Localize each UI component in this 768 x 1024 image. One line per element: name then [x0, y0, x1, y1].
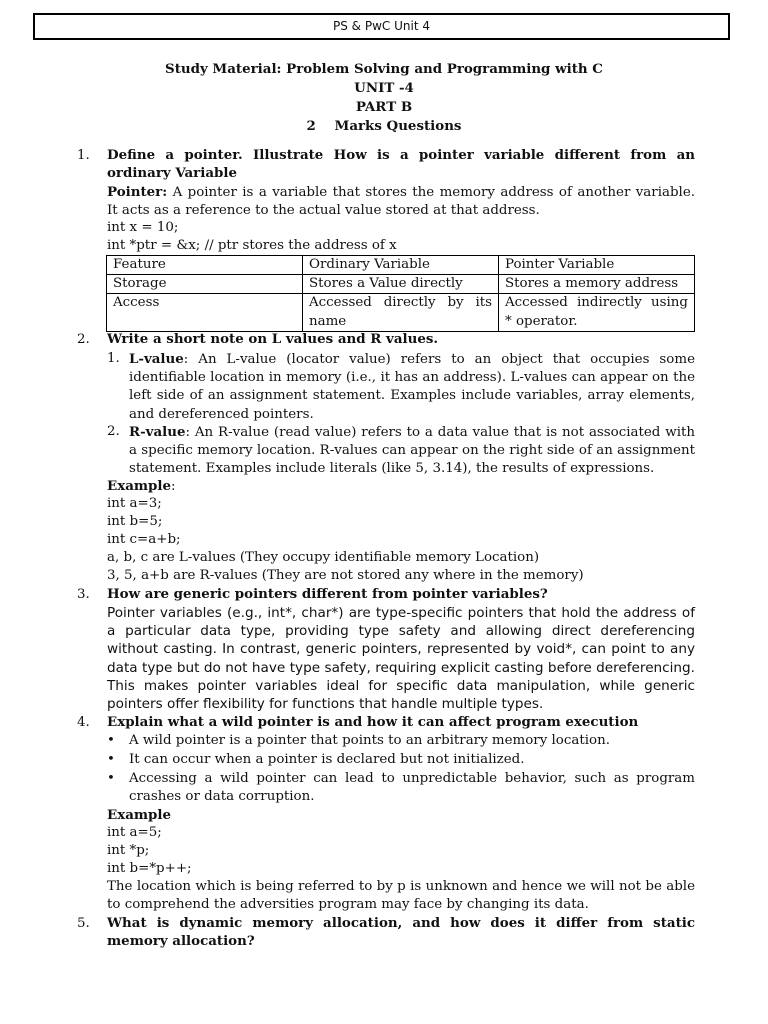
bullet-icon: •	[107, 752, 115, 767]
q2-line: int c=a+b;	[107, 532, 181, 547]
lvalue-term: L-value	[129, 351, 184, 367]
q5-number: 5.	[77, 916, 90, 931]
q1-answer	[107, 183, 695, 220]
comparison-table	[106, 255, 695, 332]
table-cell: Ordinary Variable	[303, 256, 499, 275]
table-row	[107, 275, 695, 294]
table-cell: Pointer Variable	[499, 256, 695, 275]
table-cell: Feature	[107, 256, 303, 275]
q1-code-line: int x = 10;	[107, 220, 179, 235]
list-number: 1.	[107, 351, 120, 366]
q1-code-line: int *ptr = &x; // ptr stores the address of x	[107, 238, 397, 253]
rvalue-item	[129, 423, 695, 479]
q2-line: a, b, c are L-values (They occupy identifiable memory Location)	[107, 550, 540, 565]
table-row	[107, 294, 695, 331]
lvalue-text: : An L-value (locator value) refers to an object that occupies some identifiable location in memory (i.e., it has an address). L-values can appear on the left side of an assignment statement. Examples include variables, array elements, and dereferenced pointers.	[129, 352, 695, 422]
rvalue-term: R-value	[129, 424, 186, 440]
table-cell: Access	[107, 294, 303, 331]
bullet-item: It can occur when a pointer is declared but not initialized.	[129, 752, 525, 767]
q2-number: 2.	[77, 332, 90, 347]
rvalue-text: : An R-value (read value) refers to a data value that is not associated with a specific memory location. R-values can appear on the right side of an assignment statement. Examples include literals (like 5, 3.14), the results of expressions.	[129, 425, 695, 477]
table-cell: Storage	[107, 275, 303, 294]
q1-question: Define a pointer. Illustrate How is a pointer variable different from an ordinary Variable	[107, 147, 695, 182]
q4-note: The location which is being referred to by p is unknown and hence we will not be able to comprehend the adversities program may face by changing its data.	[107, 879, 695, 913]
doc-title: Study Material: Problem Solving and Programming with C	[165, 61, 603, 77]
q2-line: int b=5;	[107, 514, 163, 529]
marks-title: 2 Marks Questions	[306, 118, 462, 134]
q2-question: Write a short note on L values and R values.	[107, 331, 439, 347]
q4-question: Explain what a wild pointer is and how it can affect program execution	[107, 714, 639, 730]
example-label: Example	[107, 807, 172, 823]
pointer-definition: A pointer is a variable that stores the memory address of another variable. It acts as a reference to the actual value stored at that address.	[107, 185, 695, 219]
q4-code-line: int a=5;	[107, 825, 162, 840]
table-cell: Stores a memory address	[499, 275, 695, 294]
bullet-item: A wild pointer is a pointer that points to an arbitrary memory location.	[129, 733, 610, 748]
q3-question: How are generic pointers different from pointer variables?	[107, 586, 548, 602]
q5-question: What is dynamic memory allocation, and how does it differ from static memory allocation?	[107, 915, 695, 950]
lvalue-item	[129, 350, 695, 424]
example-label: Example:	[107, 478, 176, 494]
q3-number: 3.	[77, 587, 90, 602]
bullet-icon: •	[107, 771, 115, 786]
q3-answer: Pointer variables (e.g., int*, char*) are type-specific pointers that hold the address of a particular data type, providing type safety and allowing direct dereferencing without casting. In contrast, generic pointers, represented by void*, can point to any data type but do not have type safety, requiring explicit casting before dereferencing. This makes pointer variables ideal for specific data manipulation, while generic pointers offer flexibility for functions that handle multiple types.	[107, 605, 695, 713]
unit-title: UNIT -4	[354, 80, 414, 96]
q4-number: 4.	[77, 715, 90, 730]
q2-line: int a=3;	[107, 496, 162, 511]
q4-code-line: int b=*p++;	[107, 861, 192, 876]
bullet-item: Accessing a wild pointer can lead to unpredictable behavior, such as program crashes or data corruption.	[129, 771, 695, 805]
bullet-icon: •	[107, 733, 115, 748]
q4-code-line: int *p;	[107, 843, 150, 858]
list-number: 2.	[107, 424, 120, 439]
part-title: PART B	[355, 99, 413, 115]
q2-line: 3, 5, a+b are R-values (They are not stored any where in the memory)	[107, 568, 584, 583]
table-cell: Accessed directly by its name	[303, 294, 499, 331]
q1-number: 1.	[77, 148, 90, 163]
page-header: PS & PwC Unit 4	[33, 13, 730, 40]
table-cell: Stores a Value directly	[303, 275, 499, 294]
table-row	[107, 256, 695, 275]
table-cell: Accessed indirectly using * operator.	[499, 294, 695, 331]
pointer-term: Pointer:	[107, 184, 168, 200]
